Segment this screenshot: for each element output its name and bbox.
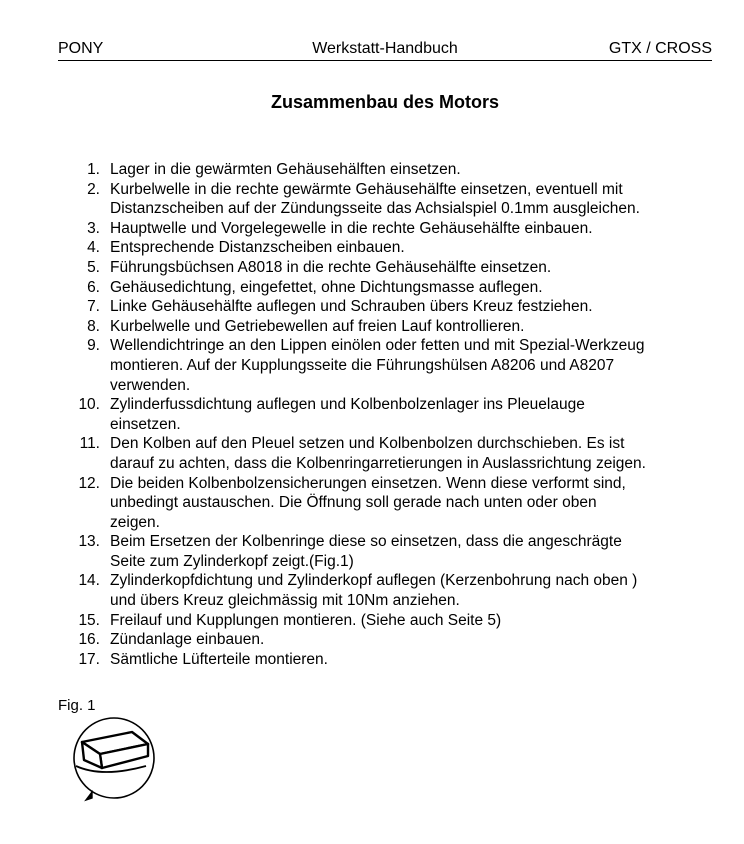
step-item <box>58 219 718 239</box>
assembly-steps-list <box>58 160 718 669</box>
step-item <box>58 650 718 670</box>
step-number: 3. <box>87 219 100 237</box>
header-rule <box>58 60 712 61</box>
step-text-line: Sämtliche Lüfterteile montieren. <box>110 650 328 668</box>
step-number: 8. <box>87 317 100 335</box>
step-number: 1. <box>87 161 100 178</box>
step-text-line: unbedingt austauschen. Die Öffnung soll gerade nach unten oder oben <box>110 494 597 512</box>
step-text-line: Entsprechende Distanzscheiben einbauen. <box>110 239 405 257</box>
step-text-line: montieren. Auf der Kupplungsseite die Führungshülsen A8206 und A8207 <box>110 356 615 374</box>
step-item <box>58 532 718 571</box>
piston-ring-drawing <box>62 716 162 802</box>
step-text-line: Lager in die gewärmten Gehäusehälften einsetzen. <box>110 161 461 178</box>
step-text-line: Wellendichtringe an den Lippen einölen oder fetten und mit Spezial-Werkzeug <box>110 337 645 355</box>
step-item <box>58 630 718 650</box>
step-number: 2. <box>87 180 100 198</box>
step-text-line: Zylinderfussdichtung auflegen und Kolbenbolzenlager ins Pleuelauge <box>110 396 585 414</box>
step-text-line: und übers Kreuz gleichmässig mit 10Nm anziehen. <box>110 592 460 610</box>
step-item <box>58 317 718 337</box>
step-text-line: verwenden. <box>110 376 191 394</box>
step-item <box>58 180 718 219</box>
step-text-line: zeigen. <box>110 513 160 531</box>
step-text-line: Beim Ersetzen der Kolbenringe diese so einsetzen, dass die angeschrägte <box>110 533 622 551</box>
step-number: 10. <box>78 396 100 414</box>
step-text-line: einsetzen. <box>110 415 181 433</box>
step-number: 5. <box>87 258 100 276</box>
step-item <box>58 611 718 631</box>
step-text-line: Gehäusedichtung, eingefettet, ohne Dichtungsmasse auflegen. <box>110 278 543 296</box>
step-text-line: Kurbelwelle und Getriebewellen auf freien Lauf kontrollieren. <box>110 317 525 335</box>
step-text-line: Zylinderkopfdichtung und Zylinderkopf auflegen (Kerzenbohrung nach oben ) <box>110 572 638 590</box>
step-item <box>58 238 718 258</box>
step-number: 16. <box>78 631 100 649</box>
step-number: 4. <box>87 239 100 257</box>
step-text-line: Distanzscheiben auf der Zündungsseite das Achsialspiel 0.1mm ausgleichen. <box>110 200 640 218</box>
step-item <box>58 571 718 610</box>
step-number: 11. <box>79 435 100 453</box>
step-number: 15. <box>78 611 100 629</box>
step-number: 13. <box>78 533 100 551</box>
step-item <box>58 395 718 434</box>
step-text-line: Hauptwelle und Vorgelegewelle in die rechte Gehäusehälfte einbauen. <box>110 219 593 237</box>
step-number: 14. <box>78 572 100 590</box>
step-text-line: Linke Gehäusehälfte auflegen und Schrauben übers Kreuz festziehen. <box>110 298 593 316</box>
header-right: GTX / CROSS <box>608 40 712 57</box>
step-item <box>58 474 718 533</box>
magnifier-handle <box>86 792 92 800</box>
step-text-line: Freilauf und Kupplungen montieren. (Siehe auch Seite 5) <box>110 611 502 629</box>
page-title: Zusammenbau des Motors <box>270 92 500 112</box>
header-left: PONY <box>58 40 104 57</box>
cylinder-wall-line <box>76 766 146 772</box>
step-item <box>58 160 718 180</box>
step-text-line: darauf zu achten, dass die Kolbenringarretierungen in Auslassrichtung zeigen. <box>110 454 646 472</box>
step-text-line: Zündanlage einbauen. <box>110 631 265 649</box>
step-item <box>58 434 718 473</box>
step-item <box>58 297 718 317</box>
figure-label: Fig. 1 <box>58 697 96 714</box>
step-number: 17. <box>78 650 100 668</box>
header-center: Werkstatt-Handbuch <box>312 40 458 57</box>
page-header <box>58 38 712 60</box>
step-text-line: Führungsbüchsen A8018 in die rechte Gehäusehälfte einsetzen. <box>110 258 552 276</box>
step-item <box>58 258 718 278</box>
step-number: 7. <box>87 298 100 316</box>
step-item <box>58 336 718 395</box>
step-number: 6. <box>87 278 100 296</box>
step-text-line: Kurbelwelle in die rechte gewärmte Gehäusehälfte einsetzen, eventuell mit <box>110 180 623 198</box>
step-text-line: Seite zum Zylinderkopf zeigt.(Fig.1) <box>110 552 354 570</box>
step-number: 12. <box>78 474 100 492</box>
step-number: 9. <box>87 337 100 355</box>
step-text-line: Die beiden Kolbenbolzensicherungen einsetzen. Wenn diese verformt sind, <box>110 474 626 492</box>
step-text-line: Den Kolben auf den Pleuel setzen und Kolbenbolzen durchschieben. Es ist <box>110 435 625 453</box>
step-item <box>58 278 718 298</box>
